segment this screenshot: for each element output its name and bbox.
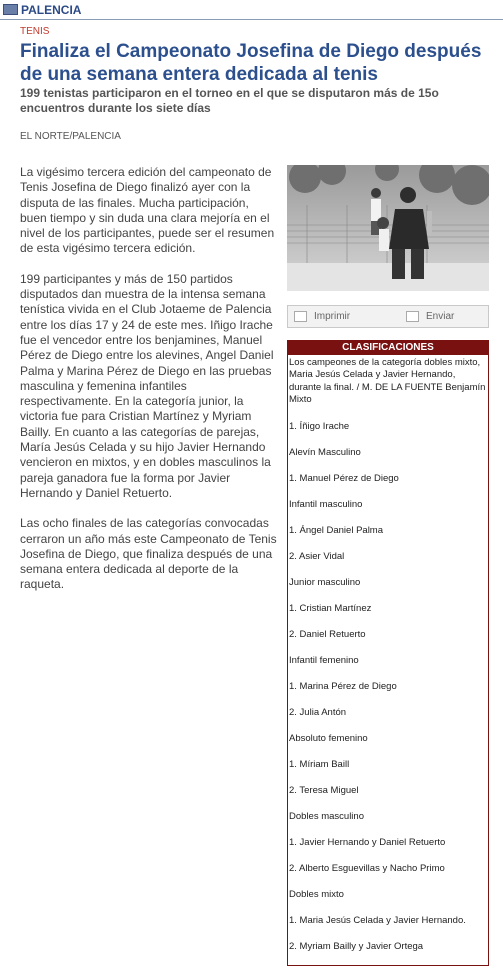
classification-line: 1. Míriam Baill [289, 758, 350, 770]
article-kicker: TENIS [20, 26, 50, 37]
article-subhead: 199 tenistas participaron en el torneo en el que se disputaron más de 15o encuentros durante los siete días [20, 86, 439, 115]
classification-line: Dobles mixto [289, 888, 344, 900]
classification-line: 1. Marina Pérez de Diego [289, 680, 397, 692]
section-title[interactable]: PALENCIA [21, 3, 82, 17]
article-headline: Finaliza el Campeonato Josefina de Diego después de una semana entera dedicada al tenis [20, 41, 482, 85]
classification-line: Absoluto femenino [289, 732, 368, 744]
classification-line: Alevín Masculino [289, 446, 361, 458]
classifications-list [288, 421, 488, 966]
classification-line: 1. Javier Hernando y Daniel Retuerto [289, 836, 446, 848]
mail-icon [406, 311, 419, 322]
print-button[interactable] [294, 311, 350, 322]
classification-line: 2. Myriam Bailly y Javier Ortega [289, 940, 424, 952]
section-square-icon [3, 4, 18, 15]
article-photo[interactable] [287, 165, 489, 291]
article-byline: EL NORTE/PALENCIA [20, 131, 121, 142]
classification-line: 1. Íñigo Irache [289, 420, 350, 432]
photo-caption: Los campeones de la categoría dobles mixto, Maria Jesús Celada y Javier Hernando, durante la final. / M. DE LA FUENTE Benjamín Mixto [289, 357, 486, 406]
classification-line: Infantil femenino [289, 654, 359, 666]
classifications-box [287, 340, 489, 966]
send-label: Enviar [426, 311, 455, 322]
article-body [20, 165, 278, 608]
tennis-players-photo [287, 165, 489, 291]
article-paragraph: La vigésimo tercera edición del campeonato de Tenis Josefina de Diego finalizó ayer con la disputa de las finales. Mucha participación, buen tiempo y sin duda una clara mejoría en el nivel de los participantes, puede ser el resumen de esta vigésimo tercera edición. [20, 165, 275, 256]
classification-line: Dobles masculino [289, 810, 364, 822]
classification-line: 1. Ángel Daniel Palma [289, 524, 383, 536]
classification-line: 1. Cristian Martínez [289, 602, 372, 614]
section-bar [0, 0, 503, 20]
classification-line: Junior masculino [289, 576, 361, 588]
send-button[interactable] [406, 311, 454, 322]
article-paragraph: 199 participantes y más de 150 partidos disputados dan muestra de la intensa semana tenística vivida en el Club Jotaeme de Palencia entre los días 17 y 24 de este mes. Iñigo Irache fue el vencedor entre los benjamines, Manuel Pérez de Diego entre los alevines, Angel Daniel Palma y Marina Pérez de Diego en las pruebas masculina y femenina infantiles respectivamente. En la categoría junior, la victoria fue para Cristian Martínez y Myriam Bailly. En cuanto a las categorías de parejas, María Jesús Celada y su hijo Javier Hernando vencieron en mixtos, y en dobles masculinos la pareja ganadora fue la forma por Javier Hernando y Daniel Retuerto. [20, 271, 274, 500]
classification-line: Infantil masculino [289, 498, 363, 510]
print-label: Imprimir [314, 311, 351, 322]
classification-line: 2. Teresa Miguel [289, 784, 359, 796]
article-paragraph: Las ocho finales de las categorías convocadas cerraron un año más este Campeonato de Tenis Josefina de Diego, que finaliza después de una semana entera dedicada al deporte de la raqueta. [20, 516, 277, 592]
classification-line: 1. Maria Jesús Celada y Javier Hernando. [289, 914, 466, 926]
classification-line: 1. Manuel Pérez de Diego [289, 472, 399, 484]
classification-line: 2. Alberto Esguevillas y Nacho Primo [289, 862, 445, 874]
classification-line: 2. Asier Vidal [289, 550, 345, 562]
classification-line: 2. Daniel Retuerto [289, 628, 366, 640]
classifications-title: CLASIFICACIONES [288, 341, 488, 355]
classification-line: 2. Julia Antón [289, 706, 347, 718]
share-toolbar [287, 305, 489, 328]
print-icon [294, 311, 307, 322]
